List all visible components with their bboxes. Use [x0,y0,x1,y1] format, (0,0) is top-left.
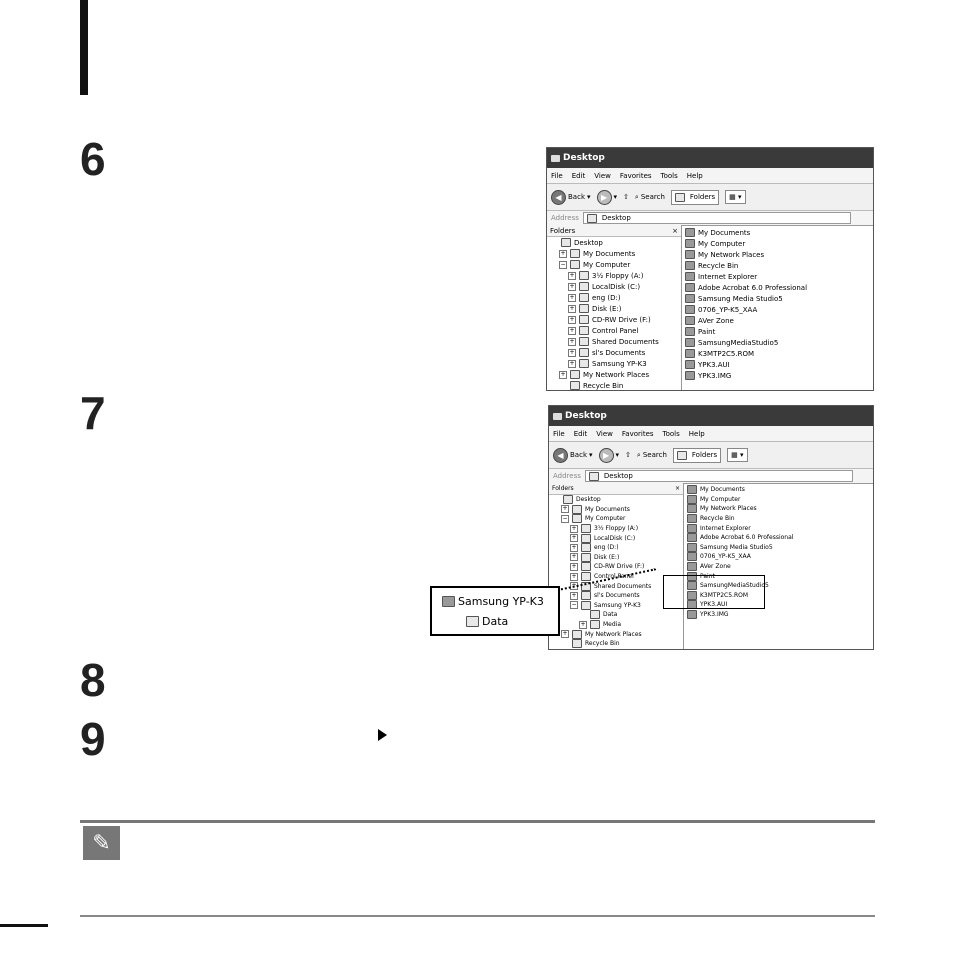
file-icon [685,250,695,259]
expand-toggle-icon[interactable]: + [562,505,568,513]
folder-icon [572,639,582,648]
note-pencil-icon: ✎ [83,826,120,860]
menu-favorites[interactable]: Favorites [619,171,652,180]
search-icon: ⌕ [636,450,641,459]
file-icon [685,349,695,358]
file-item-label: Adobe Acrobat 6.0 Professional [698,283,808,292]
close-icon[interactable]: × [672,226,678,235]
forward-button[interactable]: ▶ ▾ [599,448,620,463]
up-folder-button[interactable]: ⇧ [623,193,629,201]
callout-folder-row [432,611,558,631]
expand-toggle-icon[interactable]: − [571,601,577,609]
tree-item-label: sl's Documents [594,592,640,600]
tree-item-label: Control Panel [594,573,634,581]
address-label: Address [551,214,579,222]
search-button[interactable]: ⌕ Search [636,450,667,459]
folders-pane [547,225,682,390]
file-item-label: Internet Explorer [700,524,751,532]
tree-item[interactable] [547,303,681,314]
menu-edit[interactable]: Edit [573,429,588,438]
folder-icon [553,413,562,420]
tree-item-label: CD-RW Drive (F:) [592,315,651,324]
file-item[interactable] [685,370,873,381]
tree-item[interactable] [547,369,681,380]
tree-item[interactable] [549,639,683,649]
expand-toggle-icon[interactable]: − [560,260,566,268]
folder-icon [579,282,589,291]
file-item[interactable] [685,227,873,238]
file-icon [685,338,695,347]
file-item-label: My Network Places [700,505,757,513]
back-button[interactable]: ◀ Back ▾ [553,448,593,463]
toolbar [547,184,873,211]
tree-item[interactable] [549,562,683,572]
folder-icon [579,337,589,346]
tree-item[interactable] [547,325,681,336]
file-icon [685,228,695,237]
file-item[interactable] [685,282,873,293]
file-item-label: Recycle Bin [700,515,735,523]
tree-item-label: Disk (E:) [592,304,622,313]
menu-view[interactable]: View [596,429,613,438]
expand-toggle-icon[interactable]: + [569,293,575,301]
tree-item-label: Shared Documents [594,582,652,590]
search-button[interactable]: ⌕ Search [634,192,665,201]
tree-item-label: sl's Documents [592,348,646,357]
folder-icon [561,238,571,247]
file-item[interactable] [685,293,873,304]
tree-item-label: Samsung YP-K3 [592,359,647,368]
menu-tools[interactable]: Tools [662,429,680,438]
tree-item-label: My Network Places [583,370,650,379]
folder-icon [581,572,591,581]
folder-icon [581,562,591,571]
expand-toggle-icon[interactable]: + [569,359,575,367]
step-number-9: 9 [80,713,106,765]
file-item[interactable] [685,271,873,282]
file-icon [687,552,697,561]
file-item-label: Adobe Acrobat 6.0 Professional [700,534,794,542]
menu-file[interactable]: File [551,171,563,180]
file-item[interactable] [687,562,873,572]
expand-toggle-icon[interactable]: + [571,534,577,542]
folder-icon [590,610,600,619]
expand-toggle-icon[interactable]: + [580,620,586,628]
menu-help[interactable]: Help [686,171,703,180]
file-icon [687,485,697,494]
file-item[interactable] [685,238,873,249]
file-item[interactable] [685,315,873,326]
file-item-label: Samsung Media Studio5 [698,294,783,303]
file-icon [687,610,697,619]
folders-pane [549,483,684,649]
menu-view[interactable]: View [594,171,611,180]
zoom-callout [430,586,560,636]
tree-item-label: 3½ Floppy (A:) [594,525,639,533]
file-item-label: My Network Places [698,250,765,259]
file-item[interactable] [685,326,873,337]
callout-device-label: Samsung YP-K3 [458,594,544,608]
file-item-label: YPK3.IMG [700,611,729,619]
expand-toggle-icon[interactable]: + [571,543,577,551]
file-icon [687,543,697,552]
tree-item[interactable] [547,380,681,391]
folder-tree [549,495,683,649]
folder-icon [581,534,591,543]
folder-icon [572,505,582,514]
file-item-label: K3MTP2C5.ROM [700,591,749,599]
views-button[interactable]: ▦ ▾ [727,448,747,462]
expand-toggle-icon[interactable]: + [569,326,575,334]
tree-item[interactable] [547,248,681,259]
file-item-label: Internet Explorer [698,272,758,281]
folder-icon [579,293,589,302]
expand-toggle-icon[interactable]: + [560,370,566,378]
tree-item-label: Control Panel [592,326,639,335]
file-icon [685,272,695,281]
forward-button[interactable]: ▶ ▾ [597,190,618,205]
tree-item-label: CD-RW Drive (F:) [594,563,645,571]
folder-icon [581,553,591,562]
file-icon [687,504,697,513]
tree-item[interactable] [549,620,683,630]
file-item-label: Paint [700,572,715,580]
back-arrow-icon: ◀ [551,190,566,205]
folder-icon [675,193,685,202]
file-item-label: K3MTP2C5.ROM [698,349,755,358]
tree-item-label: Recycle Bin [583,381,624,390]
step-number-7: 7 [80,387,106,439]
tree-item-label: My Documents [583,249,636,258]
menu-bar [549,426,873,442]
window-title: Desktop [563,153,605,163]
file-item-label: My Computer [698,239,746,248]
expand-toggle-icon[interactable]: + [571,591,577,599]
tree-item[interactable] [549,543,683,553]
tree-item-label: Disk (E:) [594,553,620,561]
expand-toggle-icon[interactable]: − [562,514,568,522]
tree-item[interactable] [549,514,683,524]
tree-item-label: eng (D:) [592,293,621,302]
up-folder-button[interactable]: ⇧ [625,451,631,459]
expand-toggle-icon[interactable]: + [569,304,575,312]
folder-icon [579,359,589,368]
folder-icon [579,326,589,335]
folder-icon [581,524,591,533]
tree-item-label: Recycle Bin [585,640,620,648]
note-bottom-rule [80,915,875,917]
file-item[interactable] [685,359,873,370]
tree-item[interactable] [547,358,681,369]
file-item[interactable] [685,337,873,348]
folder-icon [572,514,582,523]
callout-folder-label: Data [482,614,509,628]
folder-tree [547,237,681,391]
file-icon [687,562,697,571]
tree-item-label: Media [603,621,622,629]
expand-toggle-icon[interactable]: + [560,249,566,257]
address-bar [549,469,873,484]
tree-item-label: LocalDisk (C:) [594,534,636,542]
tree-item-label: eng (D:) [594,544,619,552]
folder-icon [590,620,600,629]
file-list [684,483,873,649]
back-button[interactable]: ◀ Back ▾ [551,190,591,205]
selected-files-highlight [663,572,765,609]
file-icon [687,533,697,542]
menu-bar [547,168,873,184]
file-list [682,225,873,390]
file-item[interactable] [685,348,873,359]
file-icon [685,283,695,292]
top-accent-bar [80,0,88,95]
file-item-label: AVer Zone [700,563,731,571]
close-icon[interactable]: × [674,485,680,492]
file-item[interactable] [687,533,873,543]
tree-item[interactable] [549,553,683,563]
explorer-window-step6 [546,147,874,391]
folder-icon [677,451,687,460]
expand-toggle-icon[interactable]: + [571,524,577,532]
file-item-label: YPK3.AUI [698,360,730,369]
file-item-label: Paint [698,327,716,336]
file-icon [687,514,697,523]
folder-icon [570,249,580,258]
forward-arrow-icon: ▶ [599,448,614,463]
folders-pane-header: Folders × [547,225,681,237]
expand-toggle-icon[interactable]: + [569,337,575,345]
tree-item-label: 3½ Floppy (A:) [592,271,644,280]
desktop-icon [589,472,599,481]
tree-item[interactable] [547,314,681,325]
file-icon [687,495,697,504]
tree-item[interactable] [547,259,681,270]
file-item[interactable] [685,260,873,271]
file-item[interactable] [687,504,873,514]
step-number-6: 6 [80,133,106,185]
folders-pane-header: Folders × [549,483,683,495]
back-arrow-icon: ◀ [553,448,568,463]
file-item[interactable] [687,485,873,495]
forward-arrow-icon: ▶ [597,190,612,205]
folder-icon [466,616,479,627]
file-item-label: 0706_YP-K5_XAA [698,305,758,314]
tree-item-label: Shared Documents [592,337,659,346]
folder-icon [563,495,573,504]
expand-toggle-icon[interactable]: + [571,562,577,570]
file-item-label: My Computer [700,495,741,503]
folder-icon [570,370,580,379]
explorer-window-step7 [548,405,874,650]
address-field[interactable]: Desktop [585,470,853,482]
file-item[interactable] [685,304,873,315]
window-title: Desktop [565,411,607,421]
folder-icon [570,260,580,269]
tree-item-label: LocalDisk (C:) [592,282,641,291]
tree-item-label: My Network Places [585,630,642,638]
menu-tools[interactable]: Tools [660,171,678,180]
menu-edit[interactable]: Edit [571,171,586,180]
folder-icon [579,304,589,313]
address-field[interactable]: Desktop [583,212,851,224]
file-item-label: SamsungMediaStudio5 [698,338,779,347]
folder-icon [570,381,580,390]
folder-icon [572,630,582,639]
file-item[interactable] [687,552,873,562]
page-footer-bar [0,924,48,927]
file-item-label: YPK3.IMG [698,371,732,380]
search-icon: ⌕ [634,192,639,201]
expand-toggle-icon[interactable]: + [562,630,568,638]
tree-item[interactable] [549,495,683,505]
tree-item-label: My Computer [583,260,631,269]
menu-file[interactable]: File [553,429,565,438]
file-icon [685,305,695,314]
title-bar [549,406,873,426]
file-icon [687,524,697,533]
address-bar [547,211,873,226]
title-bar [547,148,873,168]
tree-item-label: My Computer [585,515,626,523]
file-item-label: Recycle Bin [698,261,739,270]
file-item[interactable] [685,249,873,260]
folder-icon [581,591,591,600]
file-item-label: SamsungMediaStudio5 [700,582,769,590]
tree-item[interactable] [547,281,681,292]
file-item-label: YPK3.AUI [700,601,728,609]
file-item[interactable] [687,610,873,620]
file-icon [685,261,695,270]
toolbar [549,442,873,469]
step-number-8: 8 [80,654,106,706]
folders-button[interactable]: Folders [673,448,721,463]
file-item[interactable] [687,514,873,524]
file-icon [685,371,695,380]
tree-item-label: My Documents [585,505,630,513]
tree-item-label: Samsung YP-K3 [594,601,641,609]
file-item-label: My Documents [700,486,745,494]
file-icon [685,360,695,369]
desktop-icon [587,214,597,223]
tree-item[interactable] [549,505,683,515]
tree-item[interactable] [547,292,681,303]
tree-item[interactable] [549,610,683,620]
note-top-rule [80,820,875,823]
mp3-player-icon [442,596,455,607]
expand-toggle-icon[interactable]: + [569,315,575,323]
views-button[interactable]: ▦ ▾ [725,190,745,204]
folder-icon [579,348,589,357]
file-item-label: My Documents [698,228,751,237]
expand-toggle-icon[interactable]: + [569,271,575,279]
file-icon [685,239,695,248]
file-icon [685,294,695,303]
file-item[interactable] [687,495,873,505]
tree-item[interactable] [549,629,683,639]
tree-item[interactable] [549,524,683,534]
file-icon [685,327,695,336]
tree-item[interactable] [547,237,681,248]
callout-device-row [432,591,558,611]
expand-toggle-icon[interactable]: + [569,348,575,356]
expand-toggle-icon[interactable]: + [571,553,577,561]
menu-help[interactable]: Help [688,429,705,438]
tree-item-label: Desktop [576,496,601,504]
tree-item[interactable] [549,533,683,543]
folder-icon [579,315,589,324]
file-icon [685,316,695,325]
file-item[interactable] [687,543,873,553]
tree-item-label: Data [603,611,618,619]
expand-toggle-icon[interactable]: + [571,572,577,580]
folder-icon [551,155,560,162]
tree-item[interactable] [547,336,681,347]
file-item-label: 0706_YP-K5_XAA [700,553,751,561]
menu-favorites[interactable]: Favorites [621,429,654,438]
right-triangle-icon [378,729,387,741]
tree-item[interactable] [547,270,681,281]
file-item-label: Samsung Media Studio5 [700,543,773,551]
folders-button[interactable]: Folders [671,190,719,205]
folder-icon [581,601,591,610]
file-item[interactable] [687,523,873,533]
address-label: Address [553,472,581,480]
tree-item-label: Desktop [574,238,603,247]
tree-item[interactable] [547,347,681,358]
expand-toggle-icon[interactable]: + [569,282,575,290]
folder-icon [579,271,589,280]
file-item-label: AVer Zone [698,316,734,325]
expand-toggle-icon[interactable]: + [571,582,577,590]
folder-icon [581,543,591,552]
